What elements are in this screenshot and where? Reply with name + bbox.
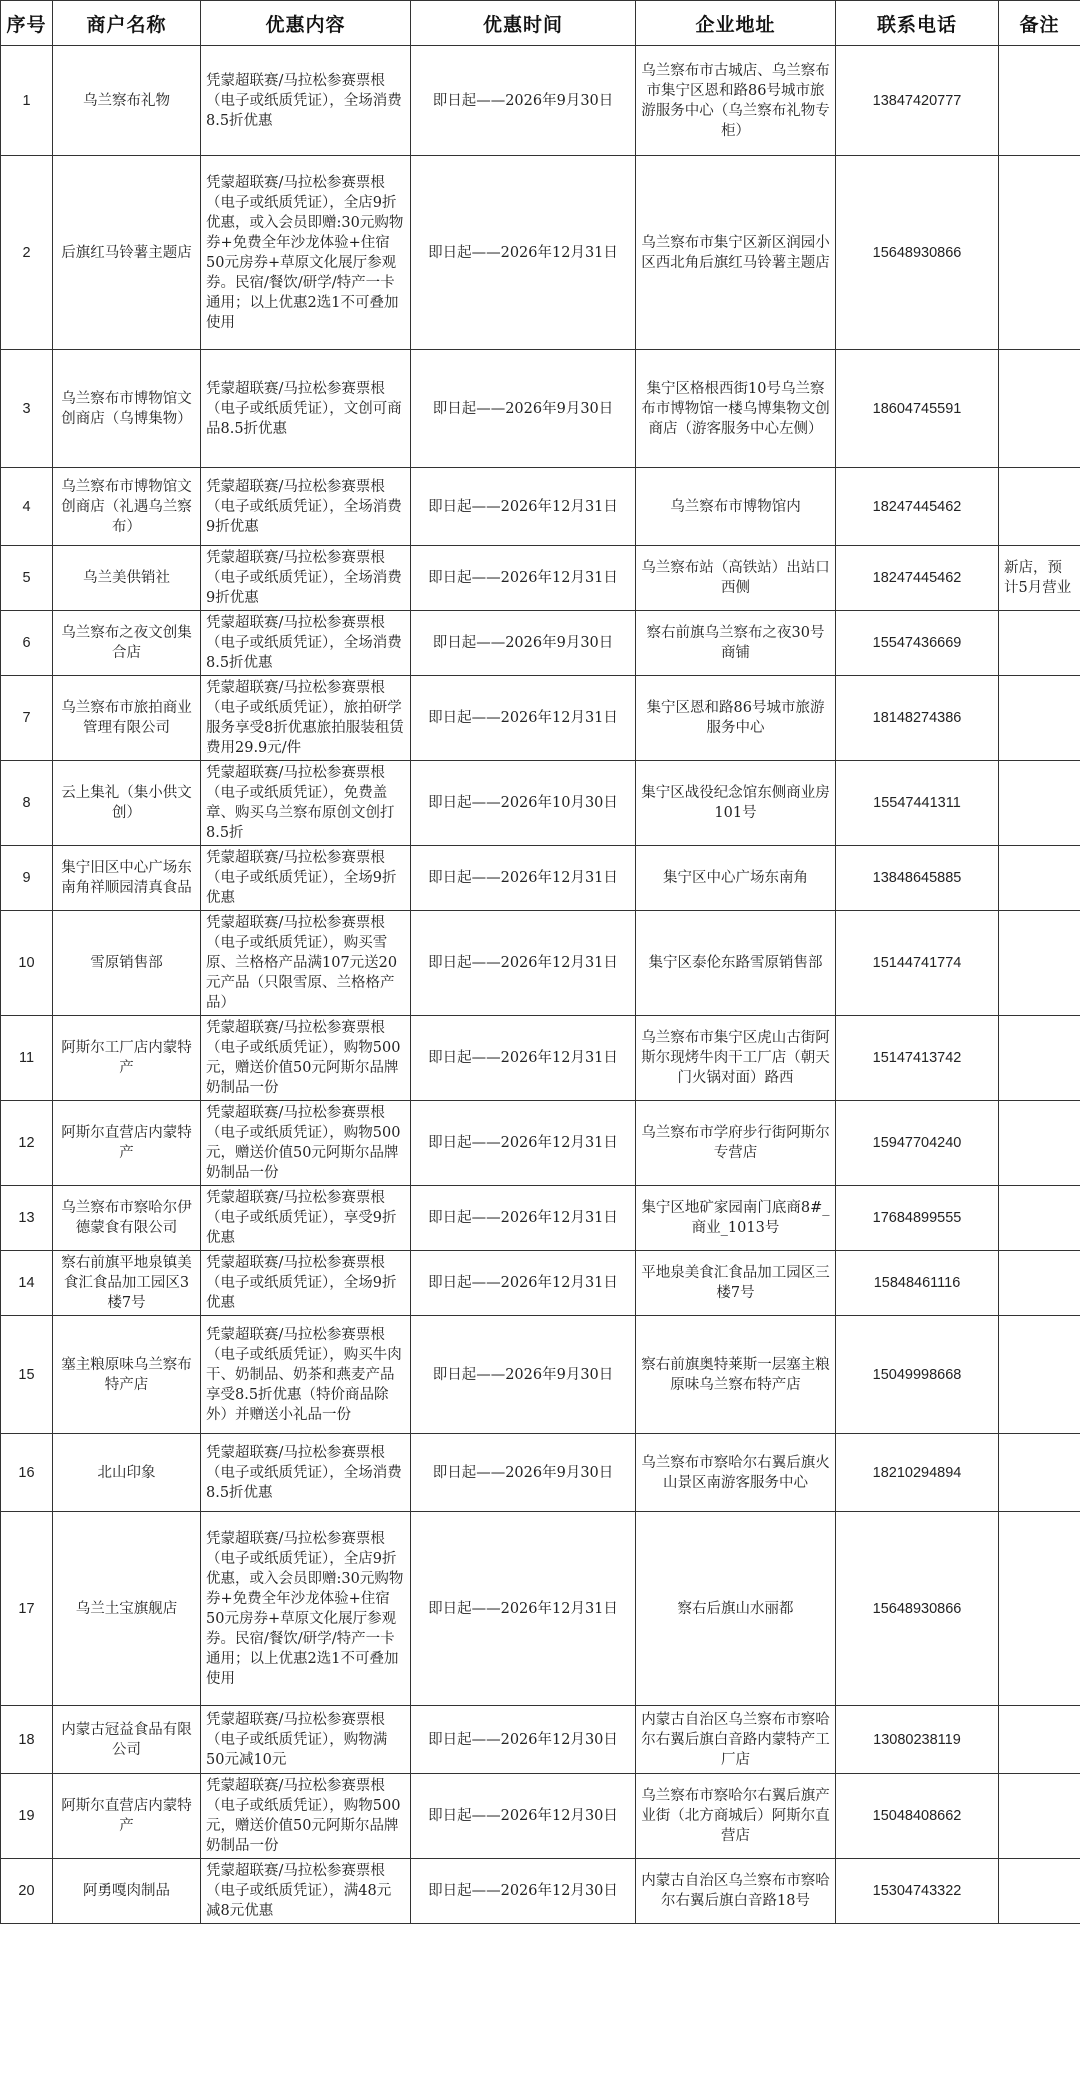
- contact-phone: 15304743322: [836, 1859, 999, 1924]
- row-index: 11: [1, 1016, 53, 1101]
- offer-content: 凭蒙超联赛/马拉松参赛票根（电子或纸质凭证），全场消费8.5折优惠: [201, 611, 411, 676]
- contact-phone: 15848461116: [836, 1251, 999, 1316]
- offer-content: 凭蒙超联赛/马拉松参赛票根（电子或纸质凭证），全店9折优惠，或入会员即赠:30元购物券+免费全年沙龙体验+住宿50元房券+草原文化展厅参观券。民宿/餐饮/研学/特产一卡通用；以上优惠2选1不可叠加使用: [201, 1512, 411, 1706]
- offer-period: 即日起——2026年9月30日: [411, 46, 636, 156]
- offer-content: 凭蒙超联赛/马拉松参赛票根（电子或纸质凭证），文创可商品8.5折优惠: [201, 350, 411, 468]
- row-index: 10: [1, 911, 53, 1016]
- header-address: 企业地址: [636, 1, 836, 46]
- table-row: [1, 350, 1080, 468]
- row-note: [999, 156, 1080, 350]
- offer-period: 即日起——2026年12月31日: [411, 156, 636, 350]
- row-note: [999, 1859, 1080, 1924]
- offer-content: 凭蒙超联赛/马拉松参赛票根（电子或纸质凭证），全场9折优惠: [201, 846, 411, 911]
- merchant-name: 乌兰美供销社: [53, 546, 201, 611]
- merchant-name: 乌兰察布礼物: [53, 46, 201, 156]
- merchant-name: 察右前旗平地泉镇美食汇食品加工园区3楼7号: [53, 1251, 201, 1316]
- table-row: [1, 1512, 1080, 1706]
- offer-content: 凭蒙超联赛/马拉松参赛票根（电子或纸质凭证），满48元减8元优惠: [201, 1859, 411, 1924]
- table-row: [1, 1101, 1080, 1186]
- offer-period: 即日起——2026年12月31日: [411, 911, 636, 1016]
- merchant-address: 集宁区格根西街10号乌兰察布市博物馆一楼乌博集物文创商店（游客服务中心左侧）: [636, 350, 836, 468]
- merchant-name: 乌兰察布市旅拍商业管理有限公司: [53, 676, 201, 761]
- merchant-address: 内蒙古自治区乌兰察布市察哈尔右翼后旗白音路18号: [636, 1859, 836, 1924]
- table-row: [1, 761, 1080, 846]
- offer-content: 凭蒙超联赛/马拉松参赛票根（电子或纸质凭证），旅拍研学服务享受8折优惠旅拍服装租赁费用29.9元/件: [201, 676, 411, 761]
- row-note: [999, 1706, 1080, 1774]
- row-note: [999, 1186, 1080, 1251]
- row-index: 12: [1, 1101, 53, 1186]
- merchant-address: 集宁区战役纪念馆东侧商业房101号: [636, 761, 836, 846]
- table-row: [1, 676, 1080, 761]
- row-index: 9: [1, 846, 53, 911]
- merchant-name: 阿斯尔工厂店内蒙特产: [53, 1016, 201, 1101]
- row-index: 13: [1, 1186, 53, 1251]
- table-row: [1, 156, 1080, 350]
- offer-content: 凭蒙超联赛/马拉松参赛票根（电子或纸质凭证），全场消费9折优惠: [201, 546, 411, 611]
- merchant-address: 内蒙古自治区乌兰察布市察哈尔右翼后旗白音路内蒙特产工厂店: [636, 1706, 836, 1774]
- merchant-address: 乌兰察布市学府步行街阿斯尔专营店: [636, 1101, 836, 1186]
- offer-content: 凭蒙超联赛/马拉松参赛票根（电子或纸质凭证），全场消费9折优惠: [201, 468, 411, 546]
- merchant-address: 察右后旗山水丽都: [636, 1512, 836, 1706]
- row-note: [999, 761, 1080, 846]
- merchant-name: 乌兰察布市察哈尔伊德蒙食有限公司: [53, 1186, 201, 1251]
- row-note: [999, 1512, 1080, 1706]
- contact-phone: 15547436669: [836, 611, 999, 676]
- merchant-address: 集宁区泰伦东路雪原销售部: [636, 911, 836, 1016]
- offer-period: 即日起——2026年10月30日: [411, 761, 636, 846]
- table-row: [1, 1016, 1080, 1101]
- table-row: [1, 846, 1080, 911]
- merchant-name: 塞主粮原味乌兰察布特产店: [53, 1316, 201, 1434]
- header-index: 序号: [1, 1, 53, 46]
- merchant-address: 集宁区恩和路86号城市旅游服务中心: [636, 676, 836, 761]
- merchant-name: 集宁旧区中心广场东南角祥顺园清真食品: [53, 846, 201, 911]
- header-note: 备注: [999, 1, 1080, 46]
- contact-phone: 18247445462: [836, 546, 999, 611]
- row-note: [999, 676, 1080, 761]
- table-row: [1, 1774, 1080, 1859]
- row-index: 8: [1, 761, 53, 846]
- table-body: [1, 46, 1080, 1924]
- merchant-name: 内蒙古冠益食品有限公司: [53, 1706, 201, 1774]
- row-note: [999, 468, 1080, 546]
- offer-content: 凭蒙超联赛/马拉松参赛票根（电子或纸质凭证），全场消费8.5折优惠: [201, 1434, 411, 1512]
- offer-content: 凭蒙超联赛/马拉松参赛票根（电子或纸质凭证），购物500元，赠送价值50元阿斯尔品牌奶制品一份: [201, 1101, 411, 1186]
- row-index: 6: [1, 611, 53, 676]
- merchant-address: 乌兰察布站（高铁站）出站口西侧: [636, 546, 836, 611]
- contact-phone: 13848645885: [836, 846, 999, 911]
- row-index: 3: [1, 350, 53, 468]
- offer-content: 凭蒙超联赛/马拉松参赛票根（电子或纸质凭证），购物满50元减10元: [201, 1706, 411, 1774]
- merchant-address: 平地泉美食汇食品加工园区三楼7号: [636, 1251, 836, 1316]
- merchant-name: 乌兰土宝旗舰店: [53, 1512, 201, 1706]
- merchant-name: 阿斯尔直营店内蒙特产: [53, 1774, 201, 1859]
- merchant-name: 云上集礼（集小供文创）: [53, 761, 201, 846]
- merchant-name: 阿斯尔直营店内蒙特产: [53, 1101, 201, 1186]
- table-row: [1, 1859, 1080, 1924]
- offer-content: 凭蒙超联赛/马拉松参赛票根（电子或纸质凭证），享受9折优惠: [201, 1186, 411, 1251]
- offer-period: 即日起——2026年12月31日: [411, 676, 636, 761]
- offer-period: 即日起——2026年12月30日: [411, 1774, 636, 1859]
- offer-period: 即日起——2026年9月30日: [411, 1434, 636, 1512]
- table-row: [1, 611, 1080, 676]
- offer-period: 即日起——2026年12月31日: [411, 1101, 636, 1186]
- offer-period: 即日起——2026年9月30日: [411, 1316, 636, 1434]
- contact-phone: 15147413742: [836, 1016, 999, 1101]
- offer-period: 即日起——2026年12月31日: [411, 1251, 636, 1316]
- contact-phone: 15144741774: [836, 911, 999, 1016]
- row-index: 4: [1, 468, 53, 546]
- row-index: 18: [1, 1706, 53, 1774]
- offer-period: 即日起——2026年12月31日: [411, 1186, 636, 1251]
- table-row: [1, 546, 1080, 611]
- header-offer: 优惠内容: [201, 1, 411, 46]
- row-note: [999, 846, 1080, 911]
- offer-content: 凭蒙超联赛/马拉松参赛票根（电子或纸质凭证），购物500元，赠送价值50元阿斯尔品牌奶制品一份: [201, 1774, 411, 1859]
- header-row: [1, 1, 1080, 46]
- row-note: [999, 1251, 1080, 1316]
- offer-content: 凭蒙超联赛/马拉松参赛票根（电子或纸质凭证），购物500元，赠送价值50元阿斯尔品牌奶制品一份: [201, 1016, 411, 1101]
- offer-content: 凭蒙超联赛/马拉松参赛票根（电子或纸质凭证），免费盖章、购买乌兰察布原创文创打8.5折: [201, 761, 411, 846]
- row-index: 15: [1, 1316, 53, 1434]
- table-row: [1, 911, 1080, 1016]
- table-row: [1, 468, 1080, 546]
- merchant-address: 乌兰察布市集宁区虎山古街阿斯尔现烤牛肉干工厂店（朝天门火锅对面）路西: [636, 1016, 836, 1101]
- contact-phone: 18210294894: [836, 1434, 999, 1512]
- row-index: 2: [1, 156, 53, 350]
- offer-period: 即日起——2026年9月30日: [411, 350, 636, 468]
- merchant-address: 察右前旗乌兰察布之夜30号商铺: [636, 611, 836, 676]
- merchant-address: 集宁区地矿家园南门底商8#_商业_1013号: [636, 1186, 836, 1251]
- contact-phone: 13847420777: [836, 46, 999, 156]
- row-index: 14: [1, 1251, 53, 1316]
- merchant-name: 后旗红马铃薯主题店: [53, 156, 201, 350]
- row-index: 7: [1, 676, 53, 761]
- row-note: [999, 350, 1080, 468]
- merchant-address: 集宁区中心广场东南角: [636, 846, 836, 911]
- row-note: [999, 1774, 1080, 1859]
- row-index: 1: [1, 46, 53, 156]
- row-note: [999, 46, 1080, 156]
- contact-phone: 15648930866: [836, 1512, 999, 1706]
- contact-phone: 13080238119: [836, 1706, 999, 1774]
- table-row: [1, 46, 1080, 156]
- merchant-address: 乌兰察布市博物馆内: [636, 468, 836, 546]
- offer-content: 凭蒙超联赛/马拉松参赛票根（电子或纸质凭证），购买牛肉干、奶制品、奶茶和燕麦产品享受8.5折优惠（特价商品除外）并赠送小礼品一份: [201, 1316, 411, 1434]
- merchant-name: 乌兰察布市博物馆文创商店（乌博集物）: [53, 350, 201, 468]
- table-row: [1, 1434, 1080, 1512]
- row-note: [999, 1316, 1080, 1434]
- offer-period: 即日起——2026年12月31日: [411, 546, 636, 611]
- offer-period: 即日起——2026年12月31日: [411, 1016, 636, 1101]
- table-row: [1, 1706, 1080, 1774]
- row-note: 新店，预计5月营业: [999, 546, 1080, 611]
- row-index: 20: [1, 1859, 53, 1924]
- merchant-name: 乌兰察布之夜文创集合店: [53, 611, 201, 676]
- offer-content: 凭蒙超联赛/马拉松参赛票根（电子或纸质凭证），全场消费8.5折优惠: [201, 46, 411, 156]
- header-period: 优惠时间: [411, 1, 636, 46]
- table-row: [1, 1186, 1080, 1251]
- merchant-address: 乌兰察布市察哈尔右翼后旗产业街（北方商城后）阿斯尔直营店: [636, 1774, 836, 1859]
- table-row: [1, 1251, 1080, 1316]
- contact-phone: 15048408662: [836, 1774, 999, 1859]
- offer-content: 凭蒙超联赛/马拉松参赛票根（电子或纸质凭证），全场9折优惠: [201, 1251, 411, 1316]
- header-phone: 联系电话: [836, 1, 999, 46]
- offer-period: 即日起——2026年12月31日: [411, 846, 636, 911]
- row-note: [999, 1101, 1080, 1186]
- contact-phone: 15648930866: [836, 156, 999, 350]
- merchant-name: 阿勇嘎肉制品: [53, 1859, 201, 1924]
- row-index: 17: [1, 1512, 53, 1706]
- offer-period: 即日起——2026年12月30日: [411, 1859, 636, 1924]
- offer-period: 即日起——2026年12月31日: [411, 468, 636, 546]
- contact-phone: 15049998668: [836, 1316, 999, 1434]
- contact-phone: 15947704240: [836, 1101, 999, 1186]
- row-note: [999, 911, 1080, 1016]
- merchant-address: 察右前旗奥特莱斯一层塞主粮原味乌兰察布特产店: [636, 1316, 836, 1434]
- row-index: 19: [1, 1774, 53, 1859]
- row-index: 5: [1, 546, 53, 611]
- offer-period: 即日起——2026年12月31日: [411, 1512, 636, 1706]
- header-merchant-name: 商户名称: [53, 1, 201, 46]
- offer-period: 即日起——2026年12月30日: [411, 1706, 636, 1774]
- row-note: [999, 1016, 1080, 1101]
- merchant-address: 乌兰察布市集宁区新区润园小区西北角后旗红马铃薯主题店: [636, 156, 836, 350]
- merchant-address: 乌兰察布市察哈尔右翼后旗火山景区南游客服务中心: [636, 1434, 836, 1512]
- row-note: [999, 1434, 1080, 1512]
- offer-content: 凭蒙超联赛/马拉松参赛票根（电子或纸质凭证），全店9折优惠，或入会员即赠:30元购物券+免费全年沙龙体验+住宿50元房券+草原文化展厅参观券。民宿/餐饮/研学/特产一卡通用；以上优惠2选1不可叠加使用: [201, 156, 411, 350]
- row-note: [999, 611, 1080, 676]
- merchant-name: 北山印象: [53, 1434, 201, 1512]
- offer-content: 凭蒙超联赛/马拉松参赛票根（电子或纸质凭证），购买雪原、兰格格产品满107元送20元产品（只限雪原、兰格格产品）: [201, 911, 411, 1016]
- merchant-name: 雪原销售部: [53, 911, 201, 1016]
- contact-phone: 17684899555: [836, 1186, 999, 1251]
- merchant-address: 乌兰察布市古城店、乌兰察布市集宁区恩和路86号城市旅游服务中心（乌兰察布礼物专柜）: [636, 46, 836, 156]
- contact-phone: 18604745591: [836, 350, 999, 468]
- contact-phone: 15547441311: [836, 761, 999, 846]
- merchant-name: 乌兰察布市博物馆文创商店（礼遇乌兰察布）: [53, 468, 201, 546]
- table-row: [1, 1316, 1080, 1434]
- contact-phone: 18148274386: [836, 676, 999, 761]
- row-index: 16: [1, 1434, 53, 1512]
- contact-phone: 18247445462: [836, 468, 999, 546]
- offer-period: 即日起——2026年9月30日: [411, 611, 636, 676]
